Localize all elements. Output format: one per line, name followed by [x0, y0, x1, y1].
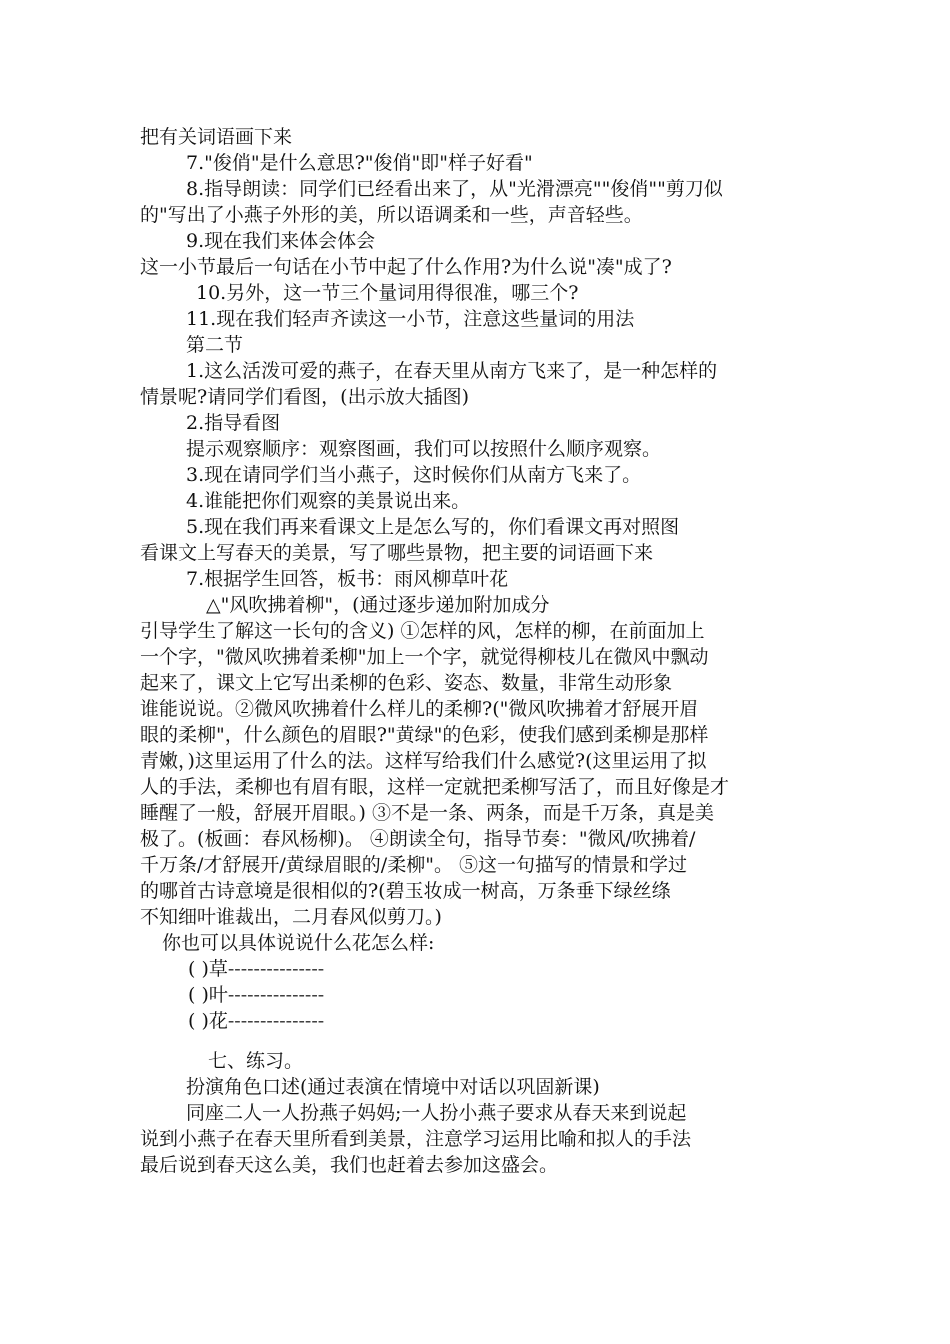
text-line: 9.现在我们来体会体会	[186, 230, 376, 252]
text-line: 提示观察顺序：观察图画，我们可以按照什么顺序观察。	[186, 438, 662, 460]
text-line: 睡醒了一般，舒展开眉眼。) ③不是一条、两条，而是千万条，真是美	[140, 802, 714, 824]
text-line: 5.现在我们再来看课文上是怎么写的，你们看课文再对照图	[186, 516, 680, 538]
text-line: 7.根据学生回答，板书：雨风柳草叶花	[186, 568, 509, 590]
fill-blank-label: ( )叶	[188, 984, 228, 1006]
text-line: 极了。(板画：春风杨柳)。 ④朗读全句，指导节奏："微风/吹拂着/	[140, 828, 696, 850]
text-line: 7."俊俏"是什么意思?"俊俏"即"样子好看"	[186, 152, 533, 174]
text-line: 千万条/才舒展开/黄绿眉眼的/柔柳"。 ⑤这一句描写的情景和学过	[140, 854, 687, 876]
text-line: 情景呢?请同学们看图，(出示放大插图)	[140, 386, 470, 408]
text-line: 这一小节最后一句话在小节中起了什么作用?为什么说"凑"成了?	[140, 256, 672, 278]
text-line: 的哪首古诗意境是很相似的?(碧玉妆成一树高，万条垂下绿丝绦	[140, 880, 671, 902]
text-line: 说到小燕子在春天里所看到美景，注意学习运用比喻和拟人的手法	[140, 1128, 692, 1150]
text-line: 3.现在请同学们当小燕子，这时候你们从南方飞来了。	[186, 464, 642, 486]
text-line: 你也可以具体说说什么花怎么样:	[162, 932, 435, 954]
text-line: 青嫩，)这里运用了什么的法。这样写给我们什么感觉?(这里运用了拟	[140, 750, 707, 772]
fill-blank-item	[188, 1008, 324, 1034]
text-line: 2.指导看图	[186, 412, 281, 434]
fill-blank-item	[188, 982, 324, 1008]
text-line: 起来了，课文上它写出柔柳的色彩、姿态、数量，非常生动形象	[140, 672, 673, 694]
text-line: 的"写出了小燕子外形的美，所以语调柔和一些，声音轻些。	[140, 204, 643, 226]
fill-blank-line: ---------------	[227, 984, 325, 1006]
text-line: 1.这么活泼可爱的燕子，在春天里从南方飞来了，是一种怎样的	[186, 360, 718, 382]
fill-blank-line: ---------------	[227, 1010, 325, 1032]
text-line: 最后说到春天这么美，我们也赶着去参加这盛会。	[140, 1154, 559, 1176]
text-line: 一个字，"微风吹拂着柔柳"加上一个字，就觉得柳枝儿在微风中飘动	[140, 646, 709, 668]
text-line: 看课文上写春天的美景，写了哪些景物，把主要的词语画下来	[140, 542, 654, 564]
section-heading: 七、练习。	[208, 1050, 304, 1072]
text-line: 把有关词语画下来	[140, 126, 293, 148]
text-line: 不知细叶谁裁出，二月春风似剪刀。)	[140, 906, 442, 928]
text-line: 眼的柔柳"，什么颜色的眉眼?"黄绿"的色彩，使我们感到柔柳是那样	[140, 724, 709, 746]
fill-blank-label: ( )花	[188, 1010, 228, 1032]
text-line: △"风吹拂着柳"，(通过逐步递加附加成分	[206, 594, 550, 616]
text-line: 谁能说说。②微风吹拂着什么样儿的柔柳?("微风吹拂着才舒展开眉	[140, 698, 699, 720]
section-heading: 第二节	[186, 334, 244, 356]
text-line: 同座二人一人扮燕子妈妈;一人扮小燕子要求从春天来到说起	[186, 1102, 687, 1124]
text-line: 人的手法，柔柳也有眉有眼，这样一定就把柔柳写活了，而且好像是才	[140, 776, 730, 798]
text-line: 10.另外，这一节三个量词用得很准，哪三个?	[196, 282, 579, 304]
text-line: 8.指导朗读：同学们已经看出来了，从"光滑漂亮""俊俏""剪刀似	[186, 178, 723, 200]
fill-blank-label: ( )草	[188, 958, 228, 980]
text-line: 扮演角色口述(通过表演在情境中对话以巩固新课)	[186, 1076, 600, 1098]
fill-blank-item	[188, 956, 324, 982]
text-line: 引导学生了解这一长句的含义) ①怎样的风，怎样的柳，在前面加上	[140, 620, 705, 642]
text-line: 4.谁能把你们观察的美景说出来。	[186, 490, 471, 512]
fill-blank-line: ---------------	[227, 958, 325, 980]
text-line: 11.现在我们轻声齐读这一小节，注意这些量词的用法	[186, 308, 635, 330]
